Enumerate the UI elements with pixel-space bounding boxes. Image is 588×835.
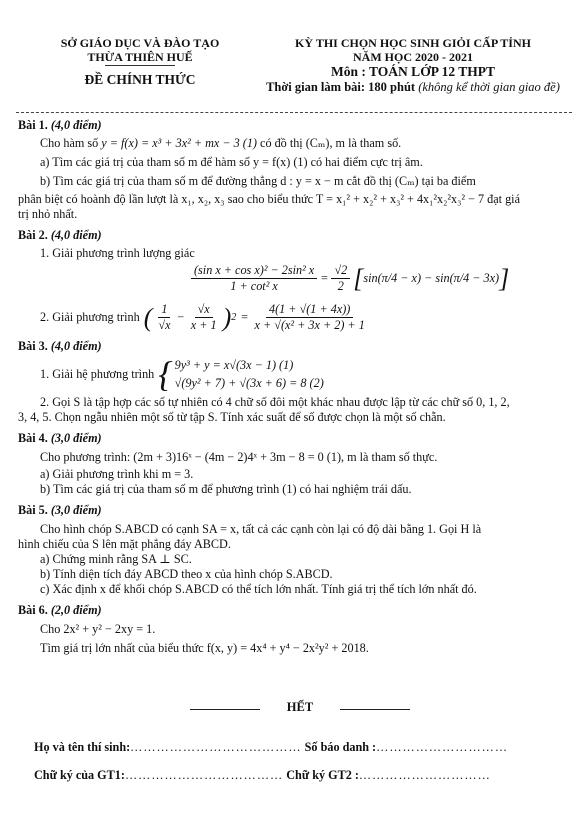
bai3-title: Bài 3. <box>18 339 48 353</box>
bai1-a: a) Tìm các giá trị của tham số m để hàm số y = f(x) (1) có hai điểm cực trị âm. <box>40 155 423 169</box>
bai2-eq2-b <box>188 302 220 333</box>
bai5-intro-cont: hình chiếu của S lên mặt phẳng đáy ABCD. <box>18 537 231 551</box>
bai3-points: (4,0 điểm) <box>50 339 102 353</box>
exam-header <box>0 36 588 106</box>
bai1-intro-pre: Cho hàm số <box>40 136 99 150</box>
bai2-points: (4,0 điểm) <box>50 228 102 242</box>
bai2-eq1-rbracket: ] <box>499 263 510 293</box>
exam-title: KỲ THI CHỌN HỌC SINH GIỎI CẤP TỈNH <box>295 36 531 50</box>
bai1-function: y = f(x) = x³ + 3x² + mx − 3 (1) <box>101 136 257 150</box>
time-allowed <box>258 80 568 94</box>
bai2-eq2-b-num: √x <box>195 302 213 318</box>
bai2-eq2-rhs <box>252 302 368 333</box>
exam-body <box>18 118 570 656</box>
candidate-name-label: Họ và tên thí sinh: <box>34 740 131 754</box>
bai1-heading <box>18 118 570 133</box>
department-name: SỞ GIÁO DỤC VÀ ĐÀO TẠO <box>60 36 220 50</box>
bai3-item1-row <box>18 356 570 392</box>
bai2-eq1-coef-num: √2 <box>331 263 350 279</box>
bai4-b: b) Tìm các giá trị của tham số m để phương trình (1) có hai nghiệm trái dấu. <box>40 482 412 496</box>
end-marker <box>190 700 410 714</box>
bai2-eq1-equals: = <box>320 271 329 285</box>
bai2-eq1 <box>188 263 570 294</box>
bai3-item2: 2. Gọi S là tập hợp các số tự nhiên có 4 chữ số đôi một khác nhau được lập từ các chữ số 0, 1, 2, <box>40 395 510 409</box>
bai2-eq2-rhs-den: x + √(x² + 3x + 2) + 1 <box>254 318 365 332</box>
bai2-eq2-equals: = <box>240 310 249 324</box>
bai2-eq1-coef-den: 2 <box>337 279 344 293</box>
gt1-signature-field[interactable]: ……………………………… <box>124 768 284 782</box>
province-name: THỪA THIÊN HUẾ <box>87 50 193 64</box>
candidate-number-label: Số báo danh : <box>304 740 377 754</box>
bai6-heading <box>18 603 570 618</box>
bai1-intro <box>18 136 570 151</box>
bai2-eq1-lhs <box>191 263 317 294</box>
bai2-eq2-a-den: √x <box>158 318 171 332</box>
bai6-question: Tìm giá trị lớn nhất của biểu thức f(x, y) = 4x⁴ + y⁴ − 2x²y² + 2018. <box>40 641 369 655</box>
end-label: HẾT <box>286 700 314 714</box>
bai3-system-brace: { <box>158 354 173 394</box>
bai4-points: (3,0 điểm) <box>50 431 102 445</box>
bai2-eq2-a-num: 1 <box>158 302 170 318</box>
bai2-eq1-coef <box>331 263 350 294</box>
candidate-name-field[interactable]: ………………………………… <box>130 740 302 754</box>
bai3-system <box>158 356 324 392</box>
header-left <box>40 36 240 88</box>
bai6-points: (2,0 điểm) <box>50 603 102 617</box>
bai4-heading <box>18 431 570 446</box>
bai2-eq2-rparen: ) <box>222 302 232 332</box>
candidate-line <box>34 740 564 755</box>
bai2-eq2-minus: − <box>176 310 185 324</box>
header-divider <box>16 112 572 113</box>
header-left-underline <box>105 65 175 66</box>
bai1-intro-post: có đồ thị (Cₘ), m là tham số. <box>260 136 402 150</box>
bai1-b: b) Tìm các giá trị của tham số m để đường thẳng d : y = x − m cắt đồ thị (Cₘ) tại ba điểm <box>40 174 476 188</box>
bai5-a: a) Chứng minh rằng SA ⊥ SC. <box>40 552 192 566</box>
bai2-eq1-den: 1 + cot² x <box>230 279 278 293</box>
bai4-a: a) Giải phương trình khi m = 3. <box>40 467 194 481</box>
bai2-eq2-lparen: ( <box>143 302 153 332</box>
bai2-eq1-lbracket: [ <box>353 263 364 293</box>
bai2-eq1-body: sin(π/4 − x) − sin(π/4 − 3x) <box>363 271 500 285</box>
bai5-points: (3,0 điểm) <box>50 503 102 517</box>
bai3-heading <box>18 339 570 354</box>
bai2-eq2-a <box>155 302 173 333</box>
school-year: NĂM HỌC 2020 - 2021 <box>353 50 473 64</box>
gt1-signature-label: Chữ ký của GT1: <box>34 768 125 782</box>
bai1-b-cont: phân biệt có hoành độ lần lượt là x₁, x₂, x₃ sao cho biểu thức T = x₁² + x₂² + x₃² + 4x₁²x₂²x₃² − 7 đạt giá <box>18 192 520 206</box>
bai2-eq2-rhs-num: 4(1 + √(1 + 4x)) <box>266 302 353 318</box>
bai3-eq2: √(9y² + 7) + √(3x + 6) = 8 (2) <box>174 375 324 390</box>
bai1-title: Bài 1. <box>18 118 48 132</box>
bai1-b-end: trị nhỏ nhất. <box>18 207 78 221</box>
candidate-number-field[interactable]: ………………………… <box>376 740 508 754</box>
bai3-eq1: 9y³ + y = x√(3x − 1) (1) <box>174 357 294 372</box>
subject: Môn : TOÁN LỚP 12 THPT <box>331 64 495 79</box>
bai4-intro: Cho phương trình: (2m + 3)16ˣ − (4m − 2)4ˣ + 3m − 8 = 0 (1), m là tham số thực. <box>40 450 438 464</box>
bai5-title: Bài 5. <box>18 503 48 517</box>
bai5-b: b) Tính diện tích đáy ABCD theo x của hình chóp S.ABCD. <box>40 567 333 581</box>
time-note: (không kể thời gian giao đề) <box>418 80 560 94</box>
signature-line <box>34 768 564 783</box>
gt2-signature-label: Chữ ký GT2 : <box>286 768 359 782</box>
gt2-signature-field[interactable]: ………………………… <box>358 768 491 782</box>
bai2-eq1-num: (sin x + cos x)² − 2sin² x <box>191 263 317 279</box>
bai2-item2: 2. Giải phương trình <box>40 310 140 324</box>
official-label: ĐỀ CHÍNH THỨC <box>84 72 196 87</box>
bai5-heading <box>18 503 570 518</box>
time-label: Thời gian làm bài: 180 phút <box>266 80 416 94</box>
bai6-title: Bài 6. <box>18 603 48 617</box>
bai3-item1: 1. Giải hệ phương trình <box>40 366 155 381</box>
bai2-eq2-b-den: x + 1 <box>190 318 217 332</box>
bai6-intro: Cho 2x² + y² − 2xy = 1. <box>40 622 156 636</box>
bai2-eq2-square: 2 <box>231 312 237 323</box>
bai2-item1: 1. Giải phương trình lượng giác <box>40 246 195 260</box>
bai2-item2-row <box>18 302 570 333</box>
header-right <box>258 36 568 94</box>
bai3-system-lines <box>175 358 324 391</box>
bai3-item2-cont: 3, 4, 5. Chọn ngẫu nhiên một số từ tập S. Tính xác suất để số được chọn là một số chẵn. <box>18 410 446 424</box>
bai4-title: Bài 4. <box>18 431 48 445</box>
bai1-points: (4,0 điểm) <box>50 118 102 132</box>
bai5-c: c) Xác định x để khối chóp S.ABCD có thể tích lớn nhất. Tính giá trị thể tích lớn nhất đó. <box>40 582 477 596</box>
bai2-title: Bài 2. <box>18 228 48 242</box>
bai2-heading <box>18 228 570 243</box>
bai5-intro: Cho hình chóp S.ABCD có cạnh SA = x, tất cả các cạnh còn lại có độ dài bằng 1. Gọi H là <box>40 522 482 536</box>
